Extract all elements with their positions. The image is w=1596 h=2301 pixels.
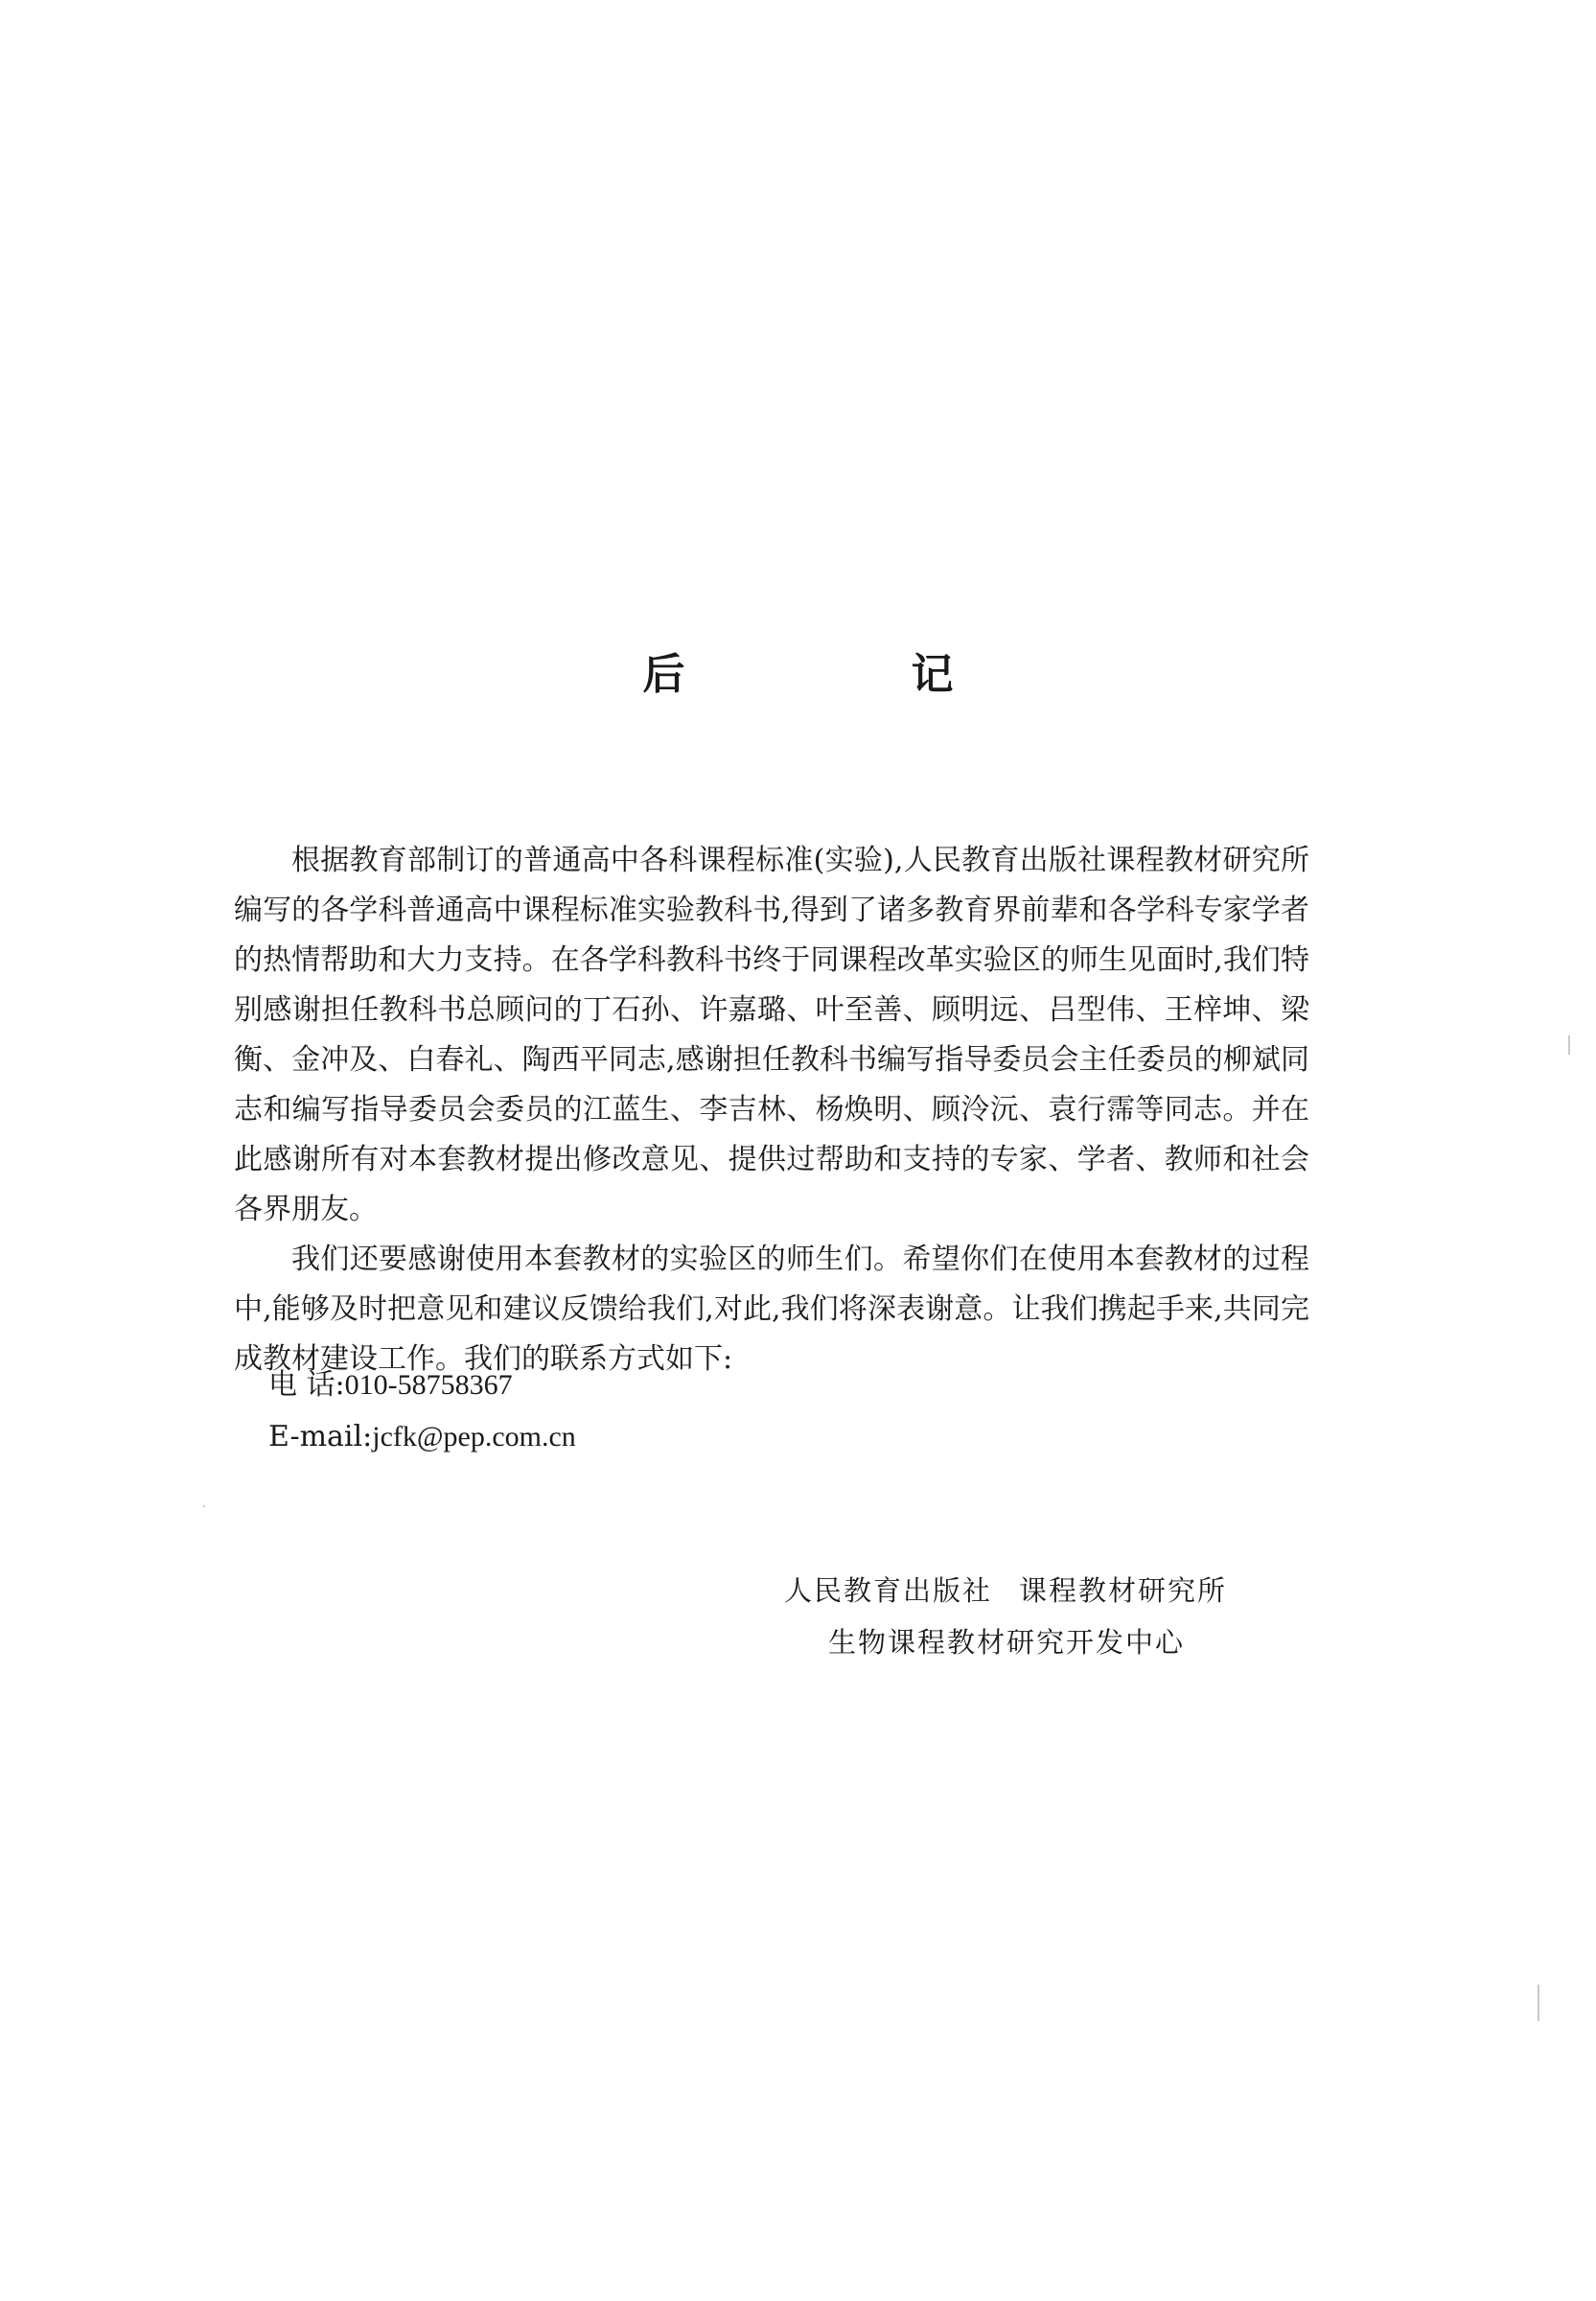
center-name: 生物课程教材研究开发中心 <box>828 1626 1186 1659</box>
phone-number: 010-58758367 <box>344 1369 513 1401</box>
publisher-name: 人民教育出版社 <box>784 1574 993 1607</box>
signature-block <box>784 1565 1263 1668</box>
scan-speck <box>1538 1985 1539 2021</box>
afterword-body <box>234 836 1309 1384</box>
email-label: E-mail: <box>268 1420 373 1453</box>
institute-name: 课程教材研究所 <box>1019 1574 1228 1607</box>
signature-line-2 <box>784 1616 1263 1668</box>
page-title: 后 记 <box>642 650 1046 699</box>
phone-line <box>268 1360 576 1411</box>
contact-info <box>268 1360 576 1463</box>
email-address: jcfk@pep.com.cn <box>372 1421 576 1453</box>
signature-line-1 <box>784 1565 1263 1616</box>
paragraph-acknowledgements: 根据教育部制订的普通高中各科课程标准(实验),人民教育出版社课程教材研究所编写的各学科普通高中课程标准实验教科书,得到了诸多教育界前辈和各学科专家学者的热情帮助和大力支持。在各学科教科书终于同课程改革实验区的师生见面时,我们特别感谢担任教科书总顾问的丁石孙、许嘉璐、叶至善、顾明远、吕型伟、王梓坤、梁衡、金冲及、白春礼、陶西平同志,感谢担任教科书编写指导委员会主任委员的柳斌同志和编写指导委员会委员的江蓝生、李吉林、杨焕明、顾泠沅、袁行霈等同志。并在此感谢所有对本套教材提出修改意见、提供过帮助和支持的专家、学者、教师和社会各界朋友。 <box>234 844 1309 1226</box>
phone-label: 电 话: <box>268 1368 345 1402</box>
scan-speck <box>1568 1035 1570 1055</box>
email-line <box>268 1411 576 1463</box>
paragraph-feedback-request: 我们还要感谢使用本套教材的实验区的师生们。希望你们在使用本套教材的过程中,能够及时把意见和建议反馈给我们,对此,我们将深表谢意。让我们携起手来,共同完成教材建设工作。我们的联系方式如下: <box>234 1243 1309 1376</box>
scan-speck <box>203 1505 205 1507</box>
